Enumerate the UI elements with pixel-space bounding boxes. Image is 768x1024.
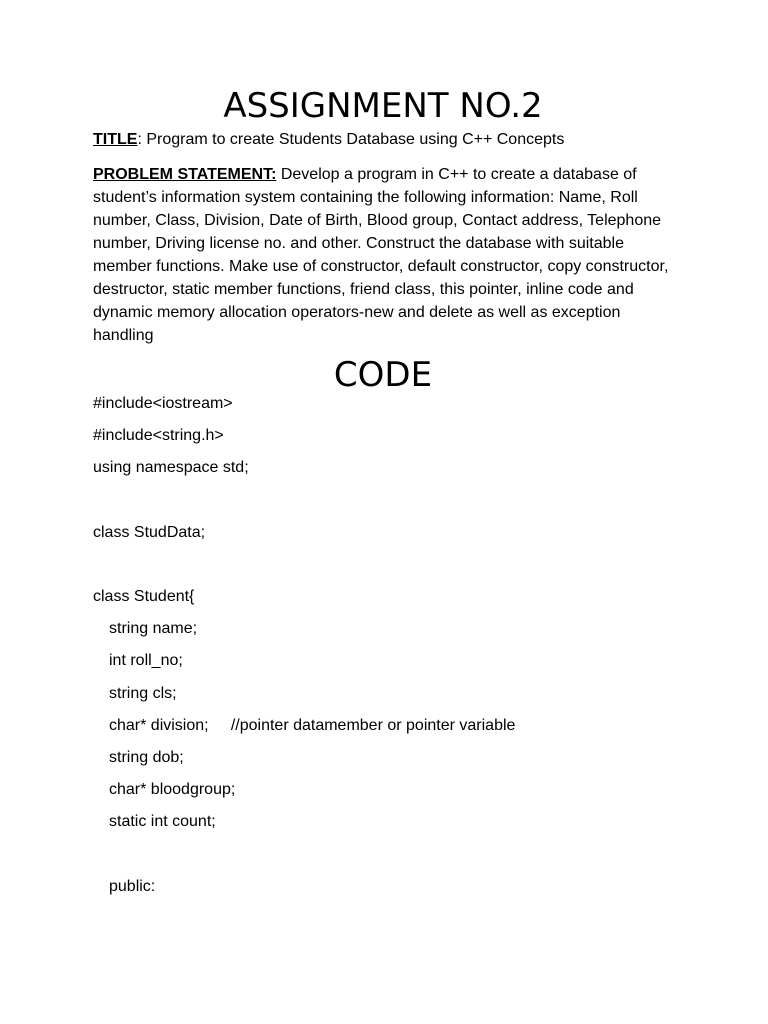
code-line: string name; [109, 620, 198, 637]
code-heading: CODE [333, 355, 433, 395]
title-label: TITLE [93, 131, 138, 148]
title-line [93, 128, 564, 151]
problem-statement [93, 163, 683, 347]
code-line: string dob; [109, 749, 184, 766]
code-line: static int count; [109, 813, 216, 830]
code-line: char* division; //pointer datamember or pointer variable [109, 717, 516, 734]
code-line: char* bloodgroup; [109, 781, 236, 798]
code-line: class StudData; [93, 524, 206, 541]
title-text: : Program to create Students Database using C++ Concepts [137, 131, 565, 148]
problem-statement-label: PROBLEM STATEMENT: [93, 166, 277, 183]
code-line: string cls; [109, 685, 177, 702]
problem-statement-text: Develop a program in C++ to create a database of student’s information system containing the following information: Name, Roll number, Class, Division, Date of Birth, Blood group, Contact address, Telephone number, Driving license no. and other. Construct the database with suitable member functions. Make use of constructor, default constructor, copy constructor, destructor, static member functions, friend class, this pointer, inline code and dynamic memory allocation operators-new and delete as well as exception handling [93, 166, 669, 344]
code-line: using namespace std; [93, 459, 249, 476]
code-line: #include<string.h> [93, 427, 224, 444]
assignment-heading: ASSIGNMENT NO.2 [223, 86, 543, 126]
code-line: class Student{ [93, 588, 195, 605]
code-line: int roll_no; [109, 652, 183, 669]
code-line: public: [109, 878, 156, 895]
code-line: #include<iostream> [93, 395, 233, 412]
